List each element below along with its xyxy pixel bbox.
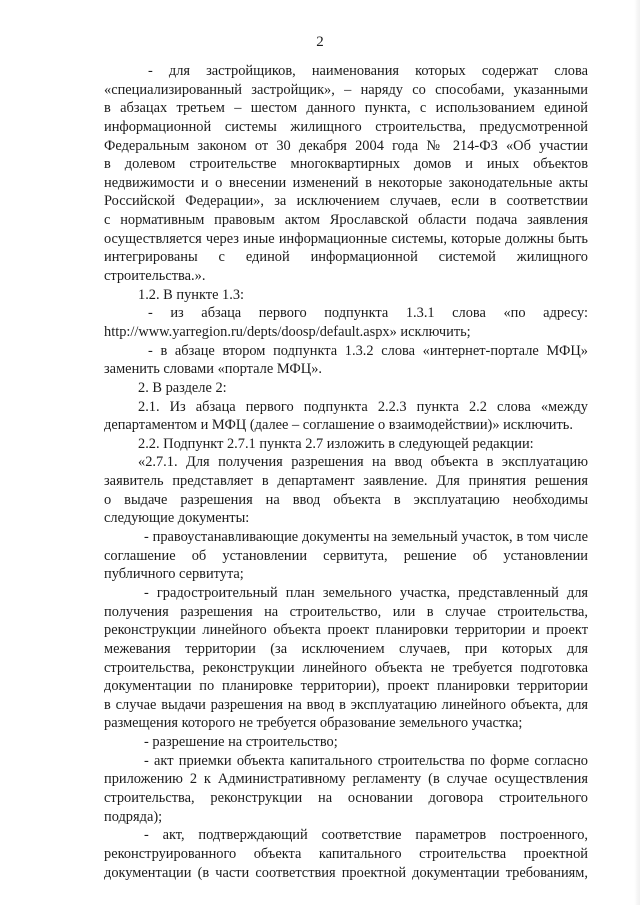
text-line: осуществляется через иные информационные системы, которые должны быть [104, 230, 588, 247]
section-heading: 2. В разделе 2: [138, 379, 227, 396]
page-number: 2 [316, 34, 324, 50]
text-line: - градостроительный план земельного участка, представленный для [144, 584, 588, 601]
text-line: интегрированы с единой информационной системой жилищного [104, 249, 588, 266]
text-line: документации (в части соответствия проектной документации требованиям, [104, 864, 588, 881]
document-body [104, 62, 588, 882]
text-line: 2.1. Из абзаца первого подпункта 2.2.3 пункта 2.2 слова «между [138, 398, 588, 415]
text-line: документации по планировке территории), проект планировки территории [104, 678, 588, 695]
text-line: подряда); [104, 808, 163, 825]
text-line: с нормативным правовым актом Ярославской области подача заявления [104, 212, 588, 229]
text-line: о выдаче разрешения на ввод объекта в эксплуатацию необходимы [104, 491, 588, 508]
text-line: - правоустанавливающие документы на земельный участок, в том числе [144, 529, 588, 546]
text-line: реконструированного объекта капитального строительства проектной [104, 845, 588, 862]
text-line: информационной системы жилищного строительства, предусмотренной [104, 118, 588, 135]
text-line: строительства, реконструкции линейного объекта не требуется подготовка [104, 659, 588, 676]
text-line: недвижимости и о внесении изменений в некоторые законодательные акты [104, 174, 588, 191]
text-line: - акт приемки объекта капитального строительства по форме согласно [144, 752, 588, 769]
text-line: межевания территории (за исключением случаев, при которых для [104, 640, 588, 657]
scan-edge-shadow [634, 0, 640, 905]
text-line: заявитель представляет в департамент заявление. Для принятия решения [104, 473, 588, 490]
text-line: - из абзаца первого подпункта 1.3.1 слова «по адресу: [148, 305, 588, 322]
text-line: департаментом и МФЦ (далее – соглашение о взаимодействии)» исключить. [104, 417, 573, 434]
text-line: размещения которого не требуется образование земельного участка; [104, 715, 523, 732]
text-line: «специализированный застройщик», – наряду со способами, указанными [104, 81, 588, 98]
text-line: в долевом строительстве многоквартирных домов и иных объектов [104, 156, 588, 173]
text-line: приложению 2 к Административному регламенту (в случае осуществления [104, 771, 588, 788]
text-line: http://www.yarregion.ru/depts/doosp/default.aspx» исключить; [104, 323, 471, 340]
text-line: получения разрешения на строительство, или в случае строительства, [104, 603, 588, 620]
text-line: - акт, подтверждающий соответствие параметров построенного, [144, 827, 588, 844]
text-line: реконструкции линейного объекта проект планировки территории и проект [104, 622, 588, 639]
text-line: «2.7.1. Для получения разрешения на ввод объекта в эксплуатацию [138, 454, 588, 471]
text-line: - для застройщиков, наименования которых содержат слова [148, 63, 588, 79]
text-line: в случае выдачи разрешения на ввод в эксплуатацию линейного объекта, для [104, 696, 588, 713]
text-line: - в абзаце втором подпункта 1.3.2 слова «интернет-портале МФЦ» [148, 342, 588, 359]
text-line: соглашение об установлении сервитута, решение об установлении [104, 547, 588, 564]
text-line: Федеральным законом от 30 декабря 2004 года № 214-ФЗ «Об участии [104, 137, 588, 154]
section-heading: 1.2. В пункте 1.3: [138, 286, 245, 303]
text-line: публичного сервитута; [104, 566, 244, 583]
text-line: следующие документы: [104, 510, 250, 527]
text-line: Российской Федерации», за исключением случаев, если в соответствии [104, 193, 588, 210]
text-line: заменить словами «портале МФЦ». [104, 361, 322, 378]
text-line: в абзацах третьем – шестом данного пункта, с использованием единой [104, 100, 588, 117]
text-line: строительства, реконструкции на основании договора строительного [104, 789, 588, 806]
text-line: строительства.». [104, 268, 206, 285]
text-line: - разрешение на строительство; [144, 734, 338, 751]
text-line: 2.2. Подпункт 2.7.1 пункта 2.7 изложить в следующей редакции: [138, 435, 534, 452]
